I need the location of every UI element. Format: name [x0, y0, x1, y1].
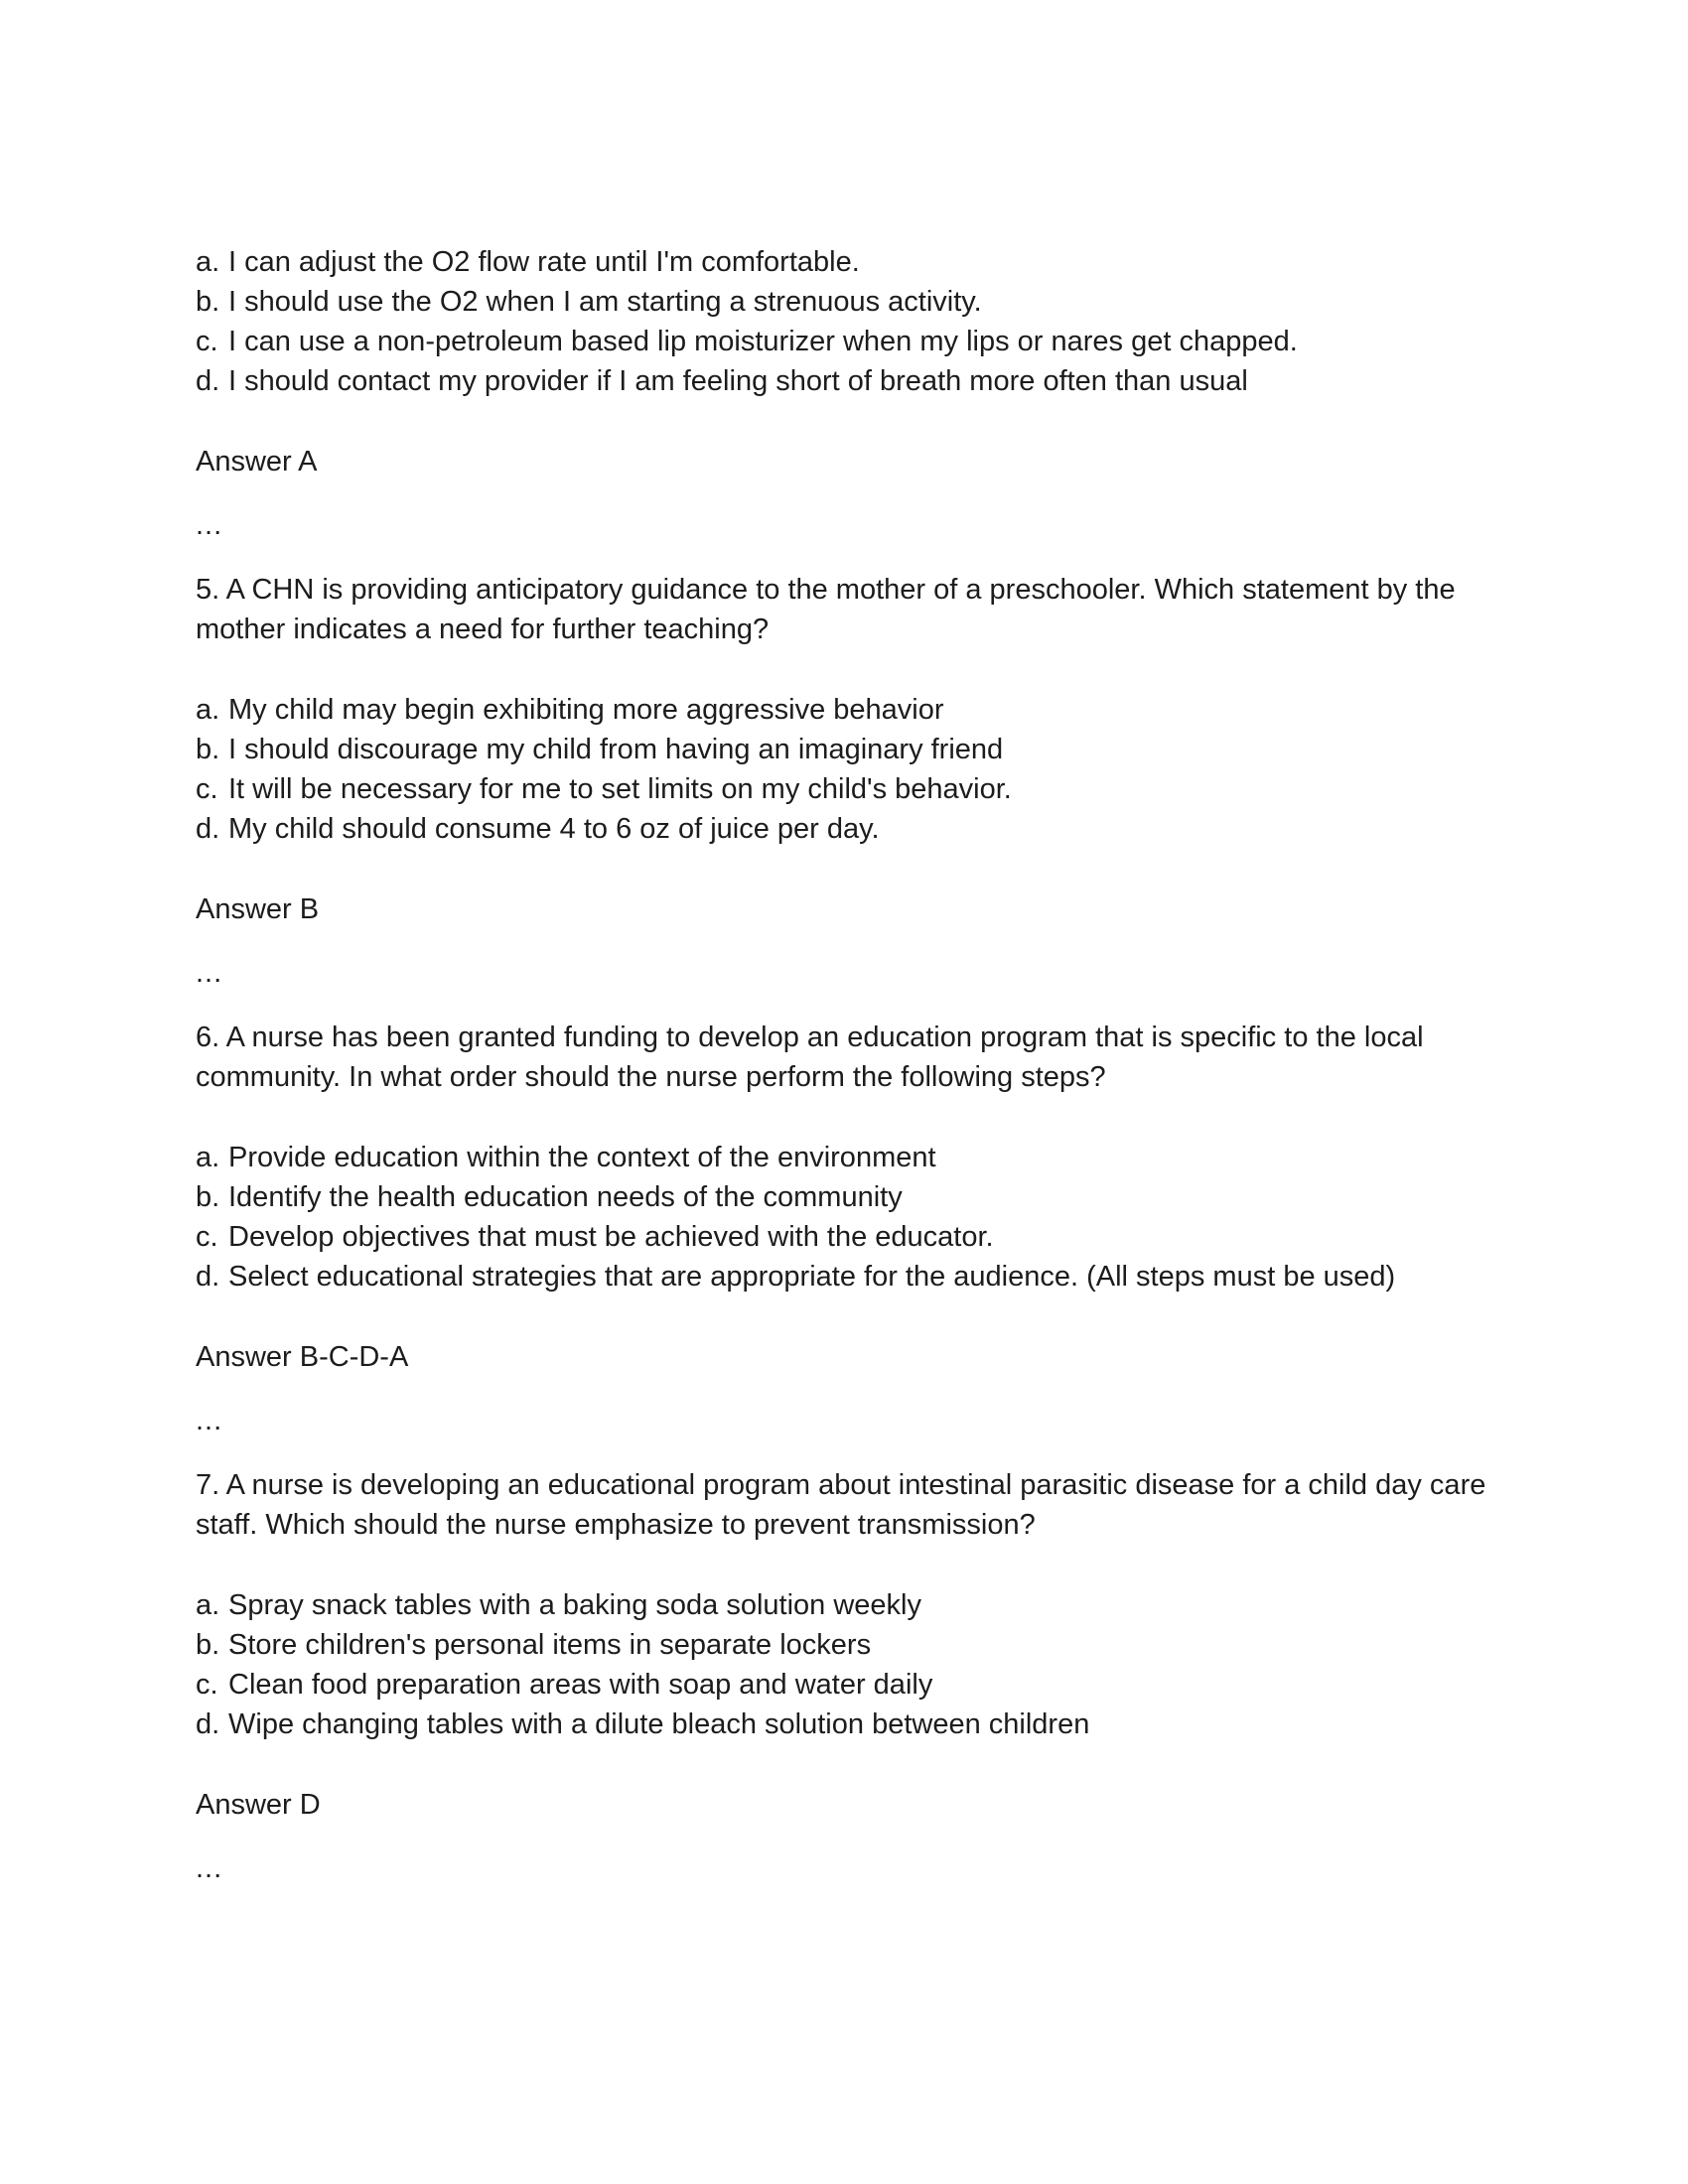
option-letter: c. — [196, 1221, 218, 1253]
option-text: Clean food preparation areas with soap and water daily — [228, 1669, 933, 1701]
option-c — [196, 769, 1486, 809]
option-c — [196, 322, 1486, 361]
option-letter: d. — [196, 1261, 220, 1293]
option-text: I should use the O2 when I am starting a strenuous activity. — [228, 286, 982, 318]
question-block-5 — [196, 570, 1486, 1018]
option-letter: a. — [196, 1142, 220, 1173]
option-d — [196, 1705, 1486, 1744]
option-letter: b. — [196, 1181, 220, 1213]
option-letter: c. — [196, 326, 218, 357]
option-a — [196, 1138, 1486, 1177]
option-letter: b. — [196, 734, 220, 765]
option-d — [196, 1257, 1486, 1297]
option-text: Store children's personal items in separate lockers — [228, 1629, 872, 1661]
ellipsis-separator: ... — [196, 1405, 223, 1436]
option-text: My child should consume 4 to 6 oz of juice per day. — [228, 813, 880, 845]
options-list — [196, 1585, 1486, 1744]
option-c — [196, 1217, 1486, 1257]
option-letter: d. — [196, 1708, 220, 1740]
option-text: I should contact my provider if I am feeling short of breath more often than usual — [228, 365, 1248, 397]
option-b — [196, 730, 1486, 769]
option-letter: a. — [196, 694, 220, 726]
option-letter: c. — [196, 773, 218, 805]
option-c — [196, 1665, 1486, 1705]
question-block-7 — [196, 1465, 1486, 1888]
option-letter: a. — [196, 1589, 220, 1621]
option-a — [196, 1585, 1486, 1625]
document-page — [196, 242, 1486, 1888]
option-text: My child may begin exhibiting more aggressive behavior — [228, 694, 944, 726]
question-text: 7. A nurse is developing an educational program about intestinal parasitic disease for a child day care staff. Which should the nurse emphasize to prevent transmission? — [196, 1469, 1486, 1541]
answer-text: Answer B — [196, 893, 320, 925]
option-letter: a. — [196, 246, 220, 278]
option-text: It will be necessary for me to set limits on my child's behavior. — [228, 773, 1012, 805]
option-a — [196, 242, 1486, 282]
option-text: Develop objectives that must be achieved with the educator. — [228, 1221, 994, 1253]
question-text: 6. A nurse has been granted funding to develop an education program that is specific to the local community. In what order should the nurse perform the following steps? — [196, 1022, 1424, 1093]
options-list — [196, 1138, 1486, 1297]
option-text: Wipe changing tables with a dilute bleach solution between children — [228, 1708, 1090, 1740]
option-text: Provide education within the context of the environment — [228, 1142, 936, 1173]
option-d — [196, 809, 1486, 849]
ellipsis-separator: ... — [196, 957, 223, 989]
option-b — [196, 1625, 1486, 1665]
option-b — [196, 1177, 1486, 1217]
answer-text: Answer A — [196, 446, 318, 478]
option-text: I can use a non-petroleum based lip moisturizer when my lips or nares get chapped. — [228, 326, 1298, 357]
option-b — [196, 282, 1486, 322]
ellipsis-separator: ... — [196, 509, 223, 541]
question-text: 5. A CHN is providing anticipatory guidance to the mother of a preschooler. Which statement by the mother indicates a need for further teaching? — [196, 574, 1456, 645]
option-letter: c. — [196, 1669, 218, 1701]
option-letter: b. — [196, 1629, 220, 1661]
option-text: I can adjust the O2 flow rate until I'm comfortable. — [228, 246, 860, 278]
question-block-4 — [196, 242, 1486, 570]
option-letter: d. — [196, 365, 220, 397]
option-d — [196, 361, 1486, 401]
option-text: Identify the health education needs of the community — [228, 1181, 903, 1213]
answer-text: Answer D — [196, 1789, 321, 1821]
options-list — [196, 690, 1486, 849]
options-list — [196, 242, 1486, 401]
ellipsis-separator: ... — [196, 1852, 223, 1884]
option-text: I should discourage my child from having an imaginary friend — [228, 734, 1004, 765]
option-text: Spray snack tables with a baking soda solution weekly — [228, 1589, 921, 1621]
option-a — [196, 690, 1486, 730]
answer-text: Answer B-C-D-A — [196, 1341, 409, 1373]
option-text: Select educational strategies that are appropriate for the audience. (All steps must be used) — [228, 1261, 1396, 1293]
option-letter: d. — [196, 813, 220, 845]
option-letter: b. — [196, 286, 220, 318]
question-block-6 — [196, 1018, 1486, 1465]
